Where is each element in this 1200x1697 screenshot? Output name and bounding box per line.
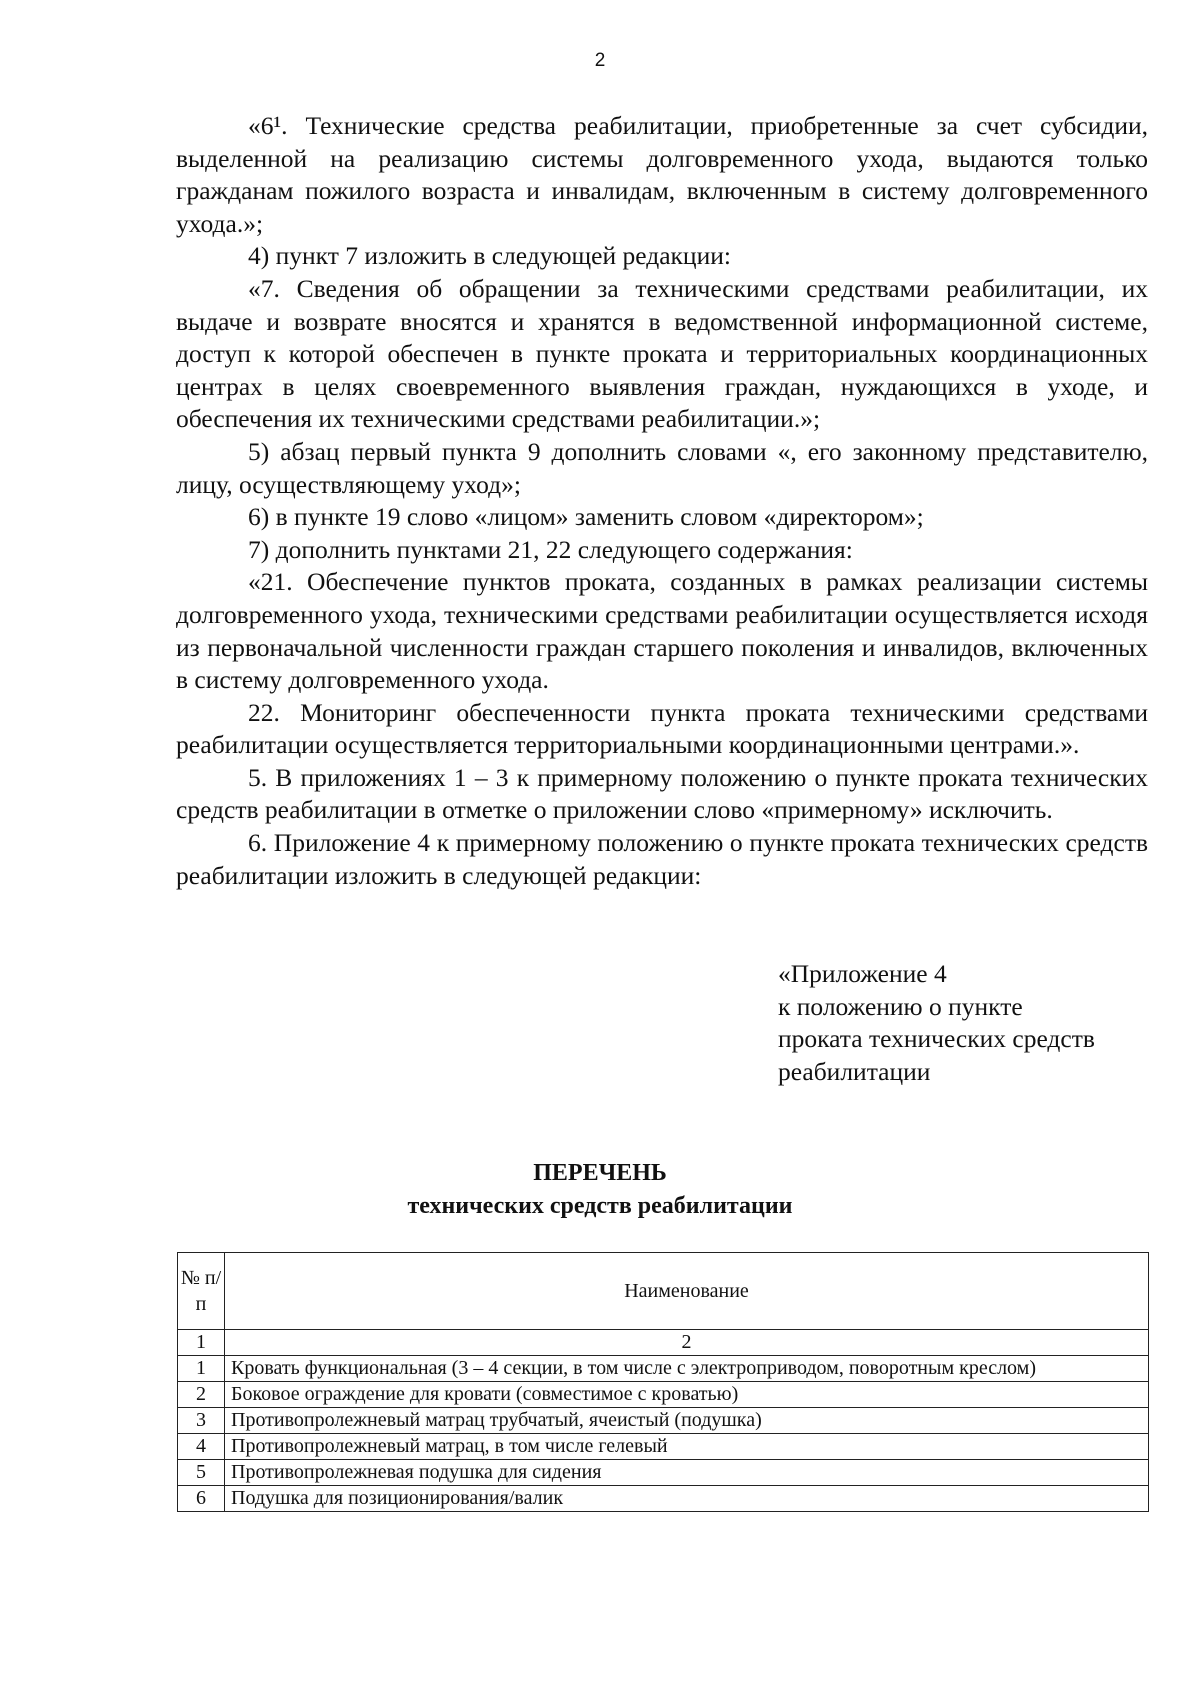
equipment-table: [177, 1252, 1149, 1512]
header-name: Наименование: [225, 1253, 1149, 1330]
appendix-line: проката технических средств: [778, 1024, 1095, 1053]
row-name: Кровать функциональная (3 – 4 секции, в том числе с электроприводом, поворотным креслом): [225, 1356, 1149, 1382]
list-title: ПЕРЕЧЕНЬ: [533, 1160, 667, 1186]
table-row: [178, 1408, 1149, 1434]
paragraph: 5) абзац первый пункта 9 дополнить словами «, его законному представителю, лицу, осуществляющему уход»;: [176, 436, 1148, 499]
paragraph: 6. Приложение 4 к примерному положению о пункте проката технических средств реабилитации изложить в следующей редакции:: [176, 828, 1148, 890]
document-body: [176, 110, 1148, 892]
table-header-row: [178, 1253, 1149, 1330]
row-number: 1: [178, 1356, 225, 1382]
appendix-line: к положению о пункте: [778, 991, 1023, 1021]
table-row: [178, 1382, 1149, 1408]
row-name: Противопролежневая подушка для сидения: [225, 1460, 1149, 1486]
table-index-row: [178, 1330, 1149, 1356]
row-name: Боковое ограждение для кровати (совместимое с кроватью): [225, 1382, 1149, 1408]
row-name: Подушка для позиционирования/валик: [225, 1486, 1149, 1512]
page-number: 2: [594, 50, 606, 71]
table-row: [178, 1434, 1149, 1460]
paragraph: 6) в пункте 19 слово «лицом» заменить словом «директором»;: [248, 502, 924, 532]
list-subtitle: технических средств реабилитации: [407, 1193, 793, 1219]
row-number: 5: [178, 1460, 225, 1486]
row-number: 6: [178, 1486, 225, 1512]
row-name: Противопролежневый матрац, в том числе гелевый: [225, 1434, 1149, 1460]
table-row: [178, 1356, 1149, 1382]
header-number: № п/п: [178, 1253, 225, 1330]
table-row: [178, 1486, 1149, 1512]
row-number: 2: [178, 1382, 225, 1408]
paragraph: 5. В приложениях 1 – 3 к примерному положению о пункте проката технических средств реабилитации в отметке о приложении слово «примерному» исключить.: [176, 762, 1148, 825]
row-number: 3: [178, 1408, 225, 1434]
table-row: [178, 1460, 1149, 1486]
row-name: Противопролежневый матрац трубчатый, ячеистый (подушка): [225, 1408, 1149, 1434]
appendix-reference: [778, 958, 1095, 1088]
paragraph: «7. Сведения об обращении за техническими средствами реабилитации, их выдаче и возврате вносятся и хранятся в ведомственной информационной системе, доступ к которой обеспечен в пункте проката и территориальных координационных центрах в целях своевременного выявления граждан, нуждающихся в уходе, и обеспечения их техническими средствами реабилитации.»;: [176, 273, 1148, 434]
index-name: 2: [225, 1330, 1149, 1356]
paragraph: 7) дополнить пунктами 21, 22 следующего содержания:: [248, 534, 853, 564]
paragraph: «6¹. Технические средства реабилитации, приобретенные за счет субсидии, выделенной на реализацию системы долговременного ухода, выдаются только гражданам пожилого возраста и инвалидам, включенным в систему долговременного ухода.»;: [176, 111, 1148, 238]
appendix-line: реабилитации: [778, 1056, 931, 1086]
appendix-line: «Приложение 4: [778, 959, 947, 988]
row-number: 4: [178, 1434, 225, 1460]
paragraph: 4) пункт 7 изложить в следующей редакции:: [248, 241, 731, 271]
paragraph: «21. Обеспечение пунктов проката, созданных в рамках реализации системы долговременного ухода, техническими средствами реабилитации осуществляется исходя из первоначальной численности граждан старшего поколения и инвалидов, включенных в систему долговременного ухода.: [176, 567, 1148, 695]
index-number: 1: [178, 1330, 225, 1356]
paragraph: 22. Мониторинг обеспеченности пункта проката техническими средствами реабилитации осуществляется территориальными координационными центрами.».: [176, 697, 1148, 760]
